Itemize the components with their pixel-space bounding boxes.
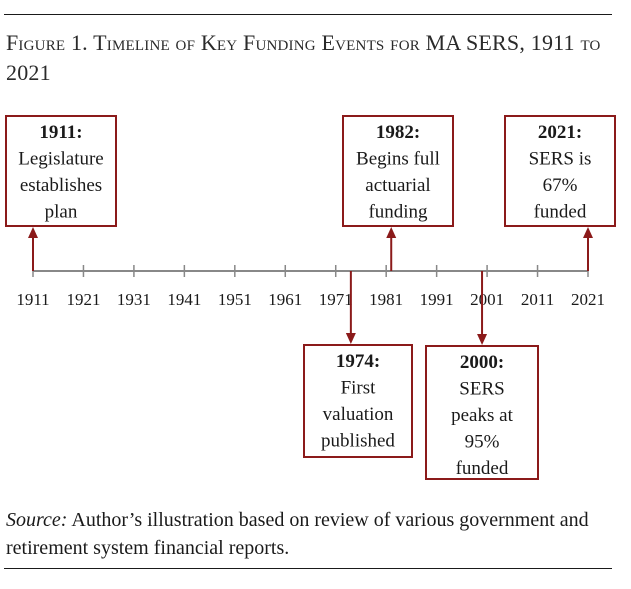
- event-year-1974: 1974:: [335, 351, 381, 372]
- event-2021: [505, 116, 615, 271]
- event-text-2000-0: SERS: [459, 378, 505, 400]
- arrowhead-icon: [583, 227, 593, 238]
- event-year-2000: 2000:: [459, 352, 505, 373]
- tick-label-1951: 1951: [217, 290, 252, 309]
- tick-label-1961: 1961: [268, 290, 303, 309]
- source-lead: Source:: [6, 509, 68, 531]
- event-text-1982-0: Begins full: [356, 148, 440, 170]
- tick-label-1971: 1971: [318, 290, 353, 309]
- event-1982: [343, 116, 453, 271]
- tick-label-1921: 1921: [66, 290, 101, 309]
- arrowhead-icon: [477, 334, 487, 345]
- event-text-1911-2: plan: [44, 201, 78, 223]
- figure-title: Figure 1. Timeline of Key Funding Events for MA SERS, 1911 to 2021: [6, 30, 601, 85]
- tick-label-2001: 2001: [470, 290, 505, 309]
- tick-label-2021: 2021: [571, 290, 605, 309]
- tick-label-1941: 1941: [167, 290, 202, 309]
- tick-label-1911: 1911: [16, 290, 50, 309]
- event-text-2021-2: funded: [533, 201, 587, 223]
- event-year-2021: 2021:: [537, 122, 583, 143]
- bottom-rule: [4, 568, 612, 569]
- tick-label-1981: 1981: [369, 290, 404, 309]
- event-year-1982: 1982:: [375, 122, 421, 143]
- arrowhead-icon: [28, 227, 38, 238]
- source-note: [6, 506, 616, 562]
- event-text-1974-0: First: [340, 377, 376, 399]
- event-text-1974-1: valuation: [322, 404, 394, 425]
- tick-label-2011: 2011: [520, 290, 555, 309]
- arrowhead-icon: [386, 227, 396, 238]
- event-text-1974-2: published: [321, 430, 395, 452]
- source-text: Author’s illustration based on review of various government and retirement system financial reports.: [6, 509, 589, 559]
- event-text-1911-0: Legislature: [18, 148, 104, 170]
- event-1911: [6, 116, 116, 271]
- timeline-year-labels: [16, 290, 605, 309]
- event-text-2000-3: funded: [455, 458, 509, 479]
- event-text-1982-1: actuarial: [365, 175, 431, 196]
- event-text-2021-0: SERS is: [528, 148, 592, 170]
- tick-label-1931: 1931: [116, 290, 151, 309]
- tick-label-1991: 1991: [419, 290, 454, 309]
- event-text-1911-1: establishes: [19, 175, 103, 196]
- event-text-2000-1: peaks at: [451, 405, 513, 426]
- event-text-1982-2: funding: [368, 201, 428, 223]
- event-text-2000-2: 95%: [464, 431, 500, 453]
- event-text-2021-1: 67%: [542, 175, 578, 196]
- event-year-1911: 1911:: [39, 122, 83, 143]
- arrowhead-icon: [346, 333, 356, 344]
